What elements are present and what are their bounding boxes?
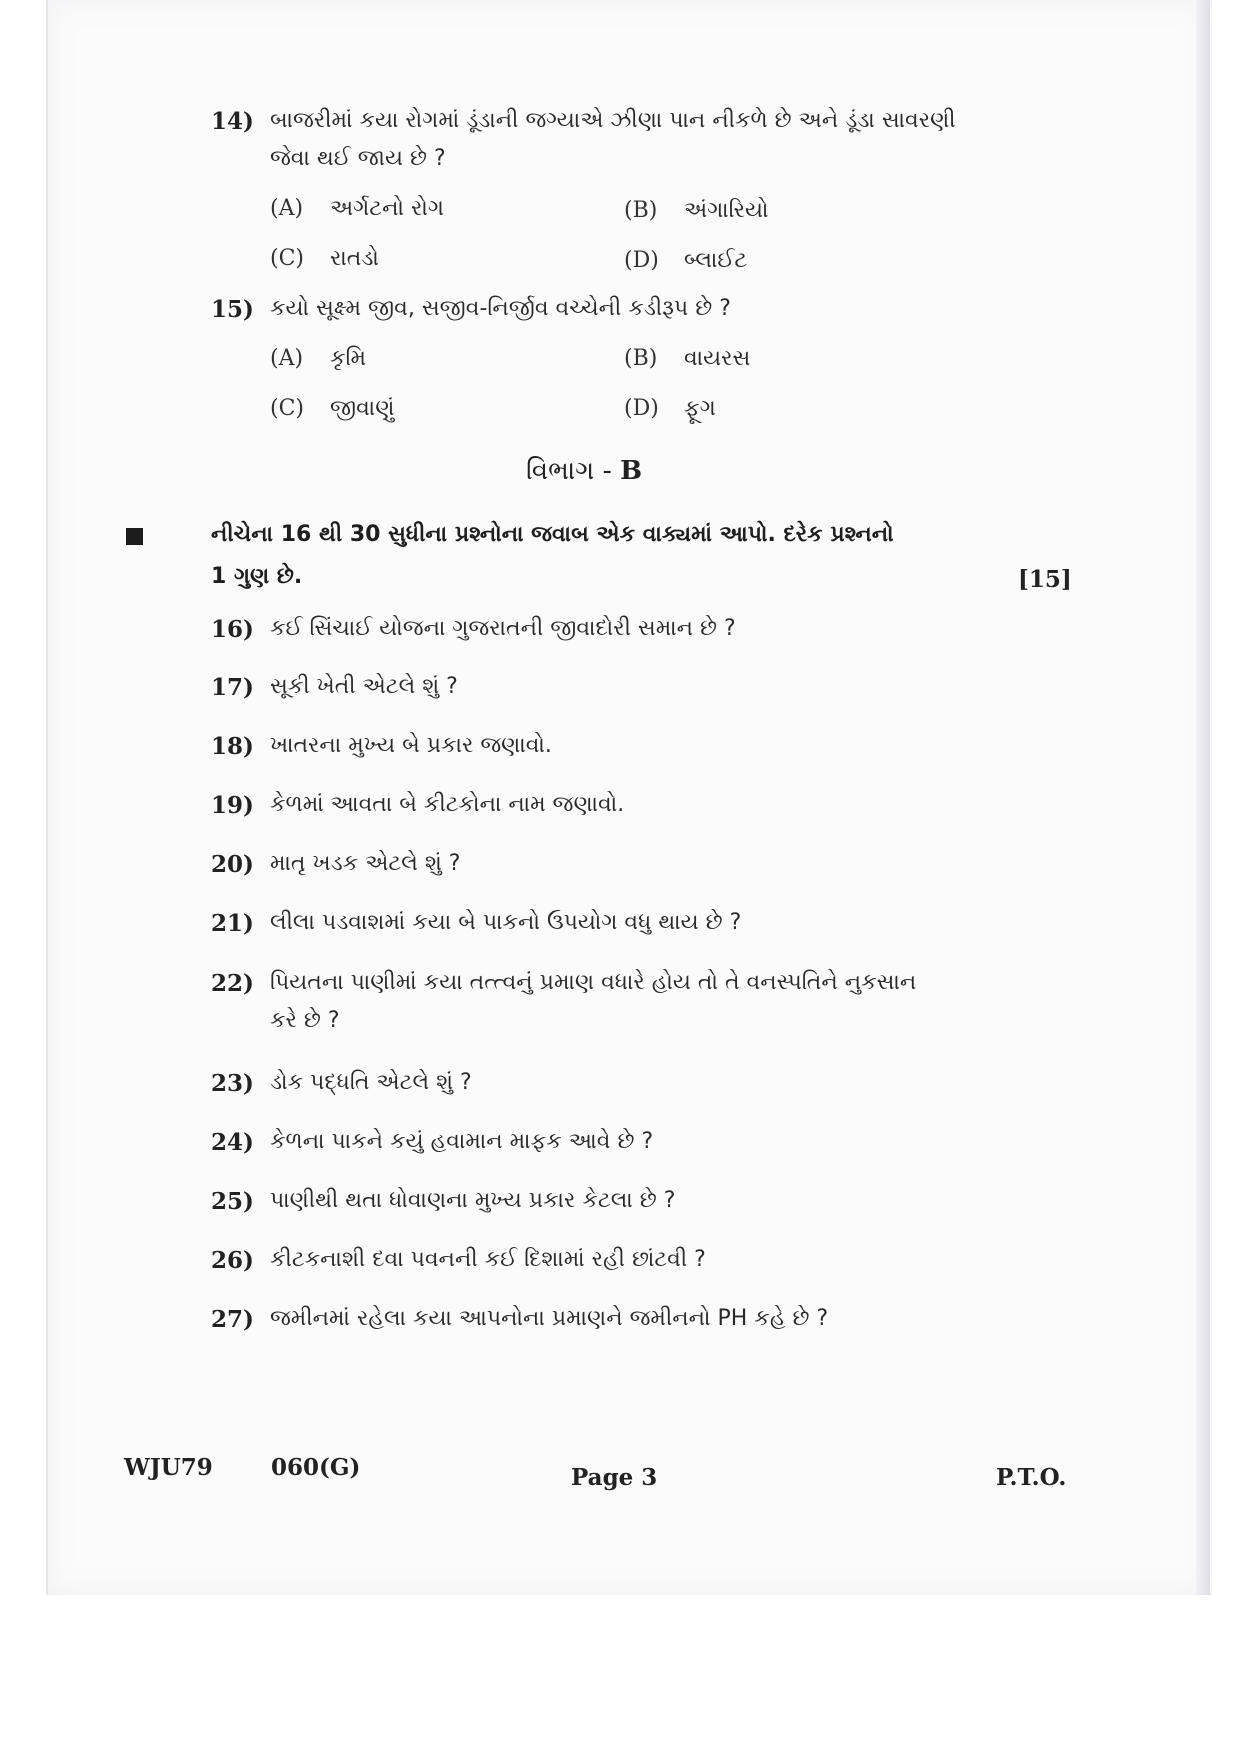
section-instruction: નીચેના 16 થી 30 સુધીના પ્રશ્નોના જવાબ એક વાક્યમાં આપો. દરેક પ્રશ્નનો (211, 522, 894, 547)
option-label: (B) (624, 198, 658, 223)
question-text: માતૃ ખડક એટલે શું ? (270, 851, 461, 876)
question-number: 20) (211, 851, 254, 878)
option-text: ફૂગ (684, 396, 716, 421)
question-text-continued: જેવા થઈ જાય છે ? (270, 146, 446, 171)
question-text: કયો સૂક્ષ્મ જીવ, સજીવ-નિર્જીવ વચ્ચેની કડીરૂપ છે ? (270, 296, 731, 321)
question-number: 21) (211, 910, 254, 937)
section-title-word: વિભાગ - (526, 456, 612, 486)
question-text: લીલા પડવાશમાં કયા બે પાકનો ઉપયોગ વધુ થાય છે ? (270, 910, 742, 935)
please-turn-over: P.T.O. (996, 1464, 1067, 1491)
question-text: પિયતના પાણીમાં કયા તત્ત્વનું પ્રમાણ વધારે હોય તો તે વનસ્પતિને નુકસાન (270, 970, 917, 995)
question-number: 26) (211, 1247, 254, 1274)
question-text: કીટકનાશી દવા પવનની કઈ દિશામાં રહી છાંટવી ? (270, 1247, 706, 1272)
paper-code: WJU79 (124, 1454, 213, 1481)
question-number: 18) (211, 733, 254, 760)
question-number: 15) (211, 296, 254, 323)
question-number: 16) (211, 616, 254, 643)
option-text: અર્ગટનો રોગ (330, 196, 444, 221)
question-text: ખાતરના મુખ્ય બે પ્રકાર જણાવો. (270, 733, 552, 758)
option-label: (B) (624, 346, 658, 371)
question-number: 17) (211, 674, 254, 701)
option-text: રાતડો (330, 246, 379, 271)
question-text: બાજરીમાં કયા રોગમાં ડૂંડાની જગ્યાએ ઝીણા પાન નીકળે છે અને ડૂંડા સાવરણી (270, 108, 956, 133)
question-number: 19) (211, 792, 254, 819)
question-text: સૂકી ખેતી એટલે શું ? (270, 674, 458, 699)
option-label: (C) (270, 396, 304, 421)
page-number: Page 3 (571, 1464, 658, 1491)
section-title-letter: B (620, 456, 643, 486)
option-label: (A) (270, 196, 304, 221)
option-text: વાયરસ (684, 346, 751, 371)
question-number: 25) (211, 1188, 254, 1215)
paper-edge (1196, 0, 1210, 1595)
question-number: 27) (211, 1306, 254, 1333)
option-label: (C) (270, 246, 304, 271)
option-label: (A) (270, 346, 304, 371)
bullet-square-icon (126, 528, 143, 545)
question-number: 14) (211, 108, 254, 135)
option-text: કૃમિ (330, 346, 367, 371)
option-text: બ્લાઈટ (684, 248, 748, 273)
question-text-continued: કરે છે ? (270, 1008, 340, 1033)
question-text: જમીનમાં રહેલા કયા આપનોના પ્રમાણને જમીનનો PH કહે છે ? (270, 1306, 829, 1331)
question-text: કેળમાં આવતા બે કીટકોના નામ જણાવો. (270, 792, 625, 817)
question-number: 22) (211, 970, 254, 997)
option-label: (D) (624, 396, 659, 421)
subject-code: 060(G) (271, 1454, 361, 1481)
question-text: કેળના પાકને કયું હવામાન માફક આવે છે ? (270, 1129, 654, 1154)
question-number: 24) (211, 1129, 254, 1156)
section-title (526, 456, 642, 487)
section-marks: [15] (1018, 566, 1072, 593)
question-text: ડોક પદ્ધતિ એટલે શું ? (270, 1070, 472, 1095)
option-text: અંગારિયો (684, 198, 769, 223)
question-number: 23) (211, 1070, 254, 1097)
option-label: (D) (624, 248, 659, 273)
question-text: કઈ સિંચાઈ યોજના ગુજરાતની જીવાદોરી સમાન છે ? (270, 616, 736, 641)
section-instruction-continued: 1 ગુણ છે. (211, 564, 303, 589)
option-text: જીવાણું (330, 396, 395, 421)
question-text: પાણીથી થતા ધોવાણના મુખ્ય પ્રકાર કેટલા છે ? (270, 1188, 676, 1213)
